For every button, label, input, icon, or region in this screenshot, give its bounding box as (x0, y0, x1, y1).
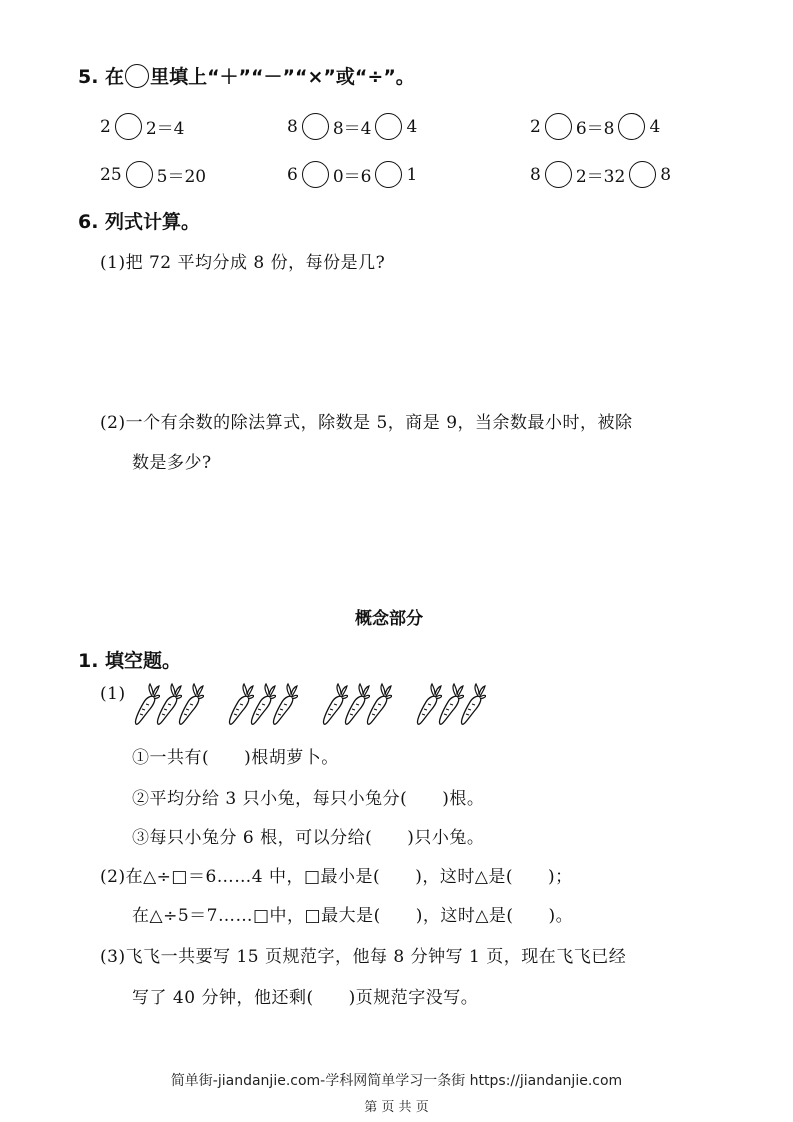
q5-item-r2c2 (287, 161, 417, 188)
q6-part1: (1)把 72 平均分成 8 份，每份是几? (100, 253, 386, 273)
c1-part1-label: (1) (100, 684, 126, 704)
carrot-group (226, 682, 298, 726)
q5-item-r2c3 (530, 161, 671, 188)
answer-circle[interactable] (115, 113, 142, 140)
q5-item-r1c1 (100, 113, 184, 140)
c1-part3-line1: (3)飞飞一共要写 15 页规范字，他每 8 分钟写 1 页，现在飞飞已经 (100, 947, 627, 967)
operand: 2＝32 (575, 167, 626, 187)
answer-circle[interactable] (629, 161, 656, 188)
answer-circle[interactable] (302, 161, 329, 188)
operand: 8＝4 (332, 119, 372, 139)
carrot-group (320, 682, 392, 726)
operand: 8 (530, 164, 541, 185)
q6-title: 6. 列式计算。 (78, 211, 201, 233)
q5-item-r1c2 (287, 113, 417, 140)
operand: 6＝8 (575, 119, 615, 139)
operand: 2＝4 (145, 119, 185, 139)
c1-part1-sub2: ②平均分给 3 只小兔，每只小兔分( )根。 (132, 789, 485, 809)
operand: 2 (100, 116, 111, 137)
q6-part2-line2: 数是多少? (132, 453, 212, 473)
answer-circle[interactable] (618, 113, 645, 140)
c1-part2-line2: 在△÷5＝7……□中，□最大是( )，这时△是( )。 (132, 906, 574, 926)
carrot-icon (458, 682, 486, 726)
operand: 25 (100, 164, 122, 185)
carrot-icon (176, 682, 204, 726)
answer-circle[interactable] (545, 113, 572, 140)
footer-page-number: 第 页 共 页 (364, 1100, 429, 1115)
carrot-group (132, 682, 204, 726)
c1-title: 1. 填空题。 (78, 650, 182, 672)
c1-part2-line1: (2)在△÷□＝6……4 中，□最小是( )，这时△是( )； (100, 867, 573, 887)
answer-circle[interactable] (375, 161, 402, 188)
operand: 1 (406, 164, 418, 185)
operand: 4 (649, 116, 661, 137)
answer-circle[interactable] (302, 113, 329, 140)
q5-item-r2c1 (100, 161, 206, 188)
q5-title (78, 62, 415, 89)
carrot-icon (364, 682, 392, 726)
operand: 0＝6 (332, 167, 372, 187)
carrot-icon (270, 682, 298, 726)
operand: 8 (660, 164, 672, 185)
q5-title-pre: 5. 在 (78, 66, 125, 88)
answer-circle[interactable] (545, 161, 572, 188)
operand: 2 (530, 116, 541, 137)
c1-part3-line2: 写了 40 分钟，他还剩( )页规范字没写。 (132, 988, 479, 1008)
q6-part2-line1: (2)一个有余数的除法算式，除数是 5，商是 9，当余数最小时，被除 (100, 413, 633, 433)
section-title: 概念部分 (355, 609, 423, 629)
q5-title-post: 里填上“＋”“－”“×”或“÷”。 (150, 66, 415, 88)
answer-circle-icon (125, 64, 149, 88)
operand: 6 (287, 164, 298, 185)
operand: 4 (406, 116, 418, 137)
operand: 8 (287, 116, 298, 137)
answer-circle[interactable] (126, 161, 153, 188)
footer-source: 简单街-jiandanjie.com-学科网简单学习一条街 https://jiandanjie.com (170, 1073, 623, 1089)
operand: 5＝20 (156, 167, 207, 187)
c1-part1-sub1: ①一共有( )根胡萝卜。 (132, 748, 339, 768)
carrot-group (414, 682, 486, 726)
q5-item-r1c3 (530, 113, 660, 140)
c1-part1-sub3: ③每只小兔分 6 根，可以分给( )只小兔。 (132, 828, 485, 848)
carrot-illustration (132, 682, 486, 726)
answer-circle[interactable] (375, 113, 402, 140)
